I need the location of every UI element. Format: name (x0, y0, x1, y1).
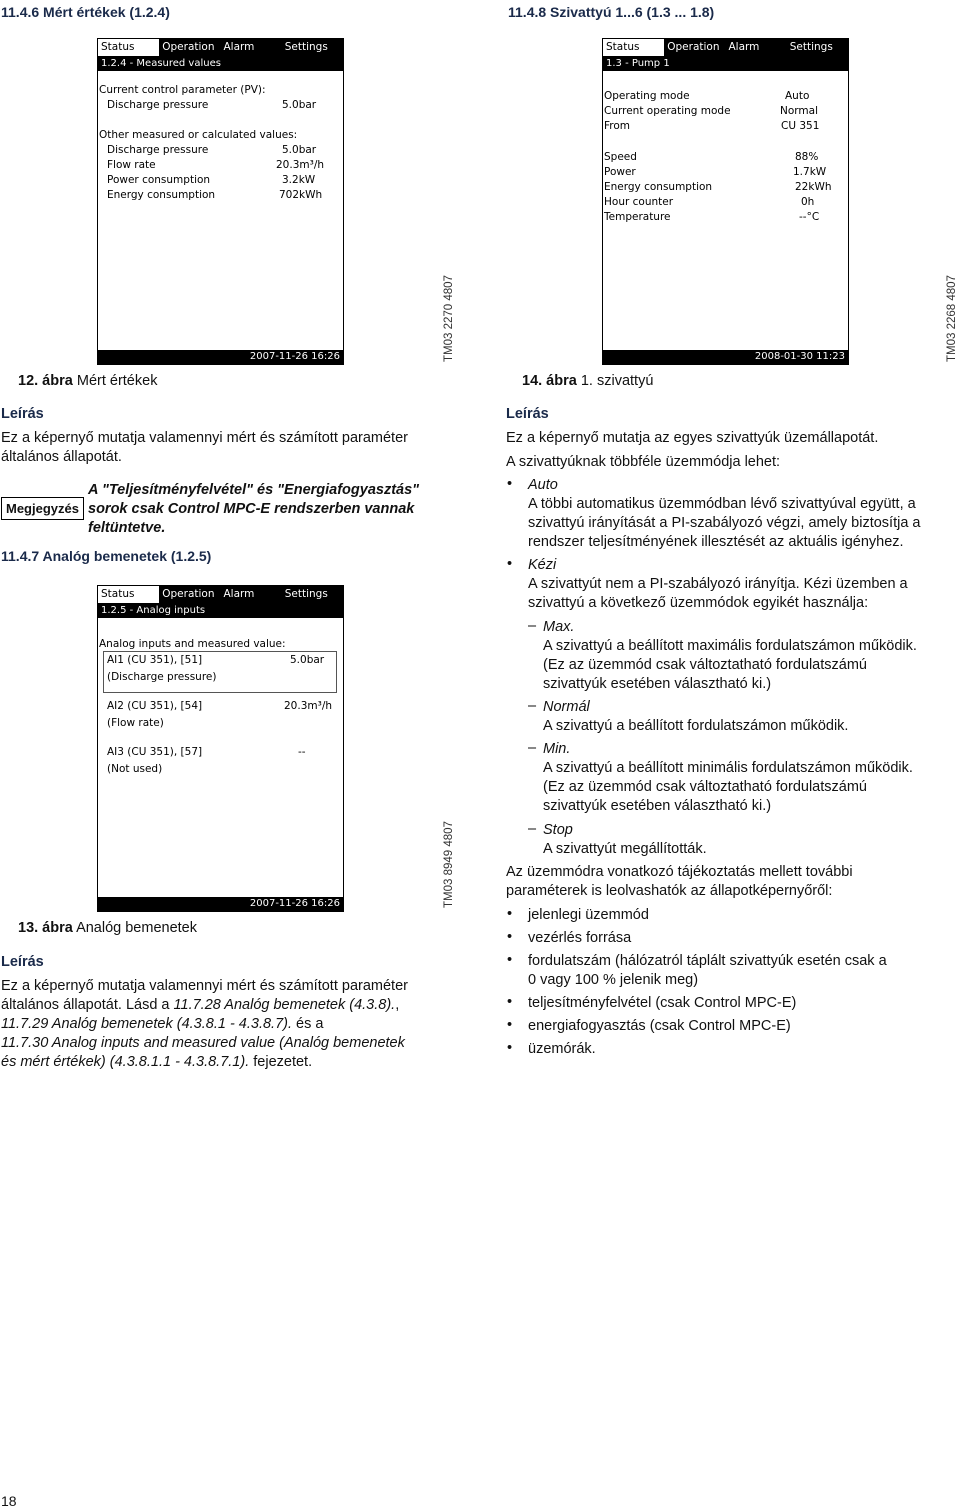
tab-operation[interactable]: Operation (162, 41, 215, 53)
row-value: 702kWh (279, 189, 323, 201)
note-label: Megjegyzés (1, 497, 84, 520)
row-label: Hour counter (604, 196, 674, 208)
bullet-icon: • (507, 906, 513, 922)
list-item: teljesítményfelvétel (csak Control MPC-E) (528, 995, 797, 1011)
list-item-continued: 0 vagy 100 % jelenik meg) (528, 972, 699, 988)
list-item: energiafogyasztás (csak Control MPC-E) (528, 1018, 791, 1034)
row-value: 1.7kW (793, 166, 827, 178)
screen-tabs (98, 586, 343, 604)
mode-text: (Ez az üzemmód csak változtatható fordulatszámú (543, 657, 867, 673)
mode-text: A szivattyút megállították. (543, 841, 707, 857)
section-heading-analog-inputs: 11.4.7 Analóg bemenetek (1.2.5) (1, 548, 212, 564)
screen-datetime: 2008-01-30 11:23 (603, 350, 848, 364)
text-part: és a (292, 1016, 324, 1032)
description-text: Ez a képernyő mutatja az egyes szivattyúk üzemállapotát. (506, 430, 879, 446)
mode-title-min: Min. (543, 741, 571, 757)
tab-status[interactable]: Status (98, 39, 159, 56)
mode-text: A szivattyút nem a PI-szabályozó irányítja. Kézi üzemben a (528, 576, 908, 592)
row-label: From (604, 120, 631, 132)
description-text: Az üzemmódra vonatkozó tájékoztatás mellett további (506, 864, 853, 880)
tab-status[interactable]: Status (603, 39, 664, 56)
note-text: sorok csak Control MPC-E rendszerben vannak (88, 501, 415, 517)
pv-label: Discharge pressure (107, 99, 209, 111)
row-value: 22kWh (795, 181, 832, 193)
bullet-icon: • (507, 952, 513, 968)
description-text (1, 1015, 323, 1035)
row-label: Operating mode (604, 90, 690, 102)
figure-title: Mért értékek (76, 373, 158, 389)
list-item: vezérlés forrása (528, 930, 632, 946)
tab-operation[interactable]: Operation (162, 588, 215, 600)
mode-text: A többi automatikus üzemmódban lévő szivattyúval együtt, a (528, 496, 916, 512)
figure-caption (522, 373, 653, 389)
mode-text: szivattyú a következő üzemmódok egyikét használja: (528, 595, 869, 611)
tab-settings[interactable]: Settings (284, 588, 328, 600)
analog-input-desc: (Flow rate) (107, 717, 164, 729)
mode-title-stop: Stop (543, 822, 573, 838)
text-part: , (395, 997, 400, 1013)
tab-status[interactable]: Status (98, 586, 159, 603)
screen-datetime: 2007-11-26 16:26 (98, 350, 343, 364)
screen-datetime: 2007-11-26 16:26 (98, 897, 343, 911)
description-text (1, 1053, 312, 1073)
bullet-icon: • (507, 556, 513, 572)
list-item: jelenlegi üzemmód (528, 907, 649, 923)
dash-icon: – (528, 740, 537, 756)
tab-alarm[interactable]: Alarm (728, 41, 760, 53)
description-text: Ez a képernyő mutatja valamennyi mért és számított paraméter (1, 430, 408, 446)
text-part: általános állapotát. Lásd a (1, 997, 174, 1013)
cross-reference-link[interactable]: 11.7.30 Analog inputs and measured value (Analóg bemenetek (1, 1035, 405, 1051)
list-item: fordulatszám (hálózatról táplált szivattyúk esetén csak a (528, 953, 887, 969)
row-label: Energy consumption (604, 181, 713, 193)
screen-analog-inputs (97, 585, 344, 912)
mode-text: (Ez az üzemmód csak változtatható fordulatszámú (543, 779, 867, 795)
description-label: Leírás (1, 406, 44, 422)
description-text: A szivattyúknak többféle üzemmódja lehet: (506, 454, 781, 470)
analog-input-value: -- (298, 746, 306, 758)
description-label: Leírás (1, 954, 44, 970)
row-label: Power consumption (107, 174, 211, 186)
figure-title: Analóg bemenetek (76, 920, 197, 936)
mode-title-normal: Normál (543, 699, 590, 715)
mode-text: A szivattyú a beállított maximális fordulatszámon működik. (543, 638, 917, 654)
row-label: Discharge pressure (107, 144, 209, 156)
row-value: Auto (785, 90, 810, 102)
analog-input-desc: (Not used) (107, 763, 163, 775)
row-value: 88% (795, 151, 819, 163)
description-label: Leírás (506, 406, 549, 422)
mode-text: rendszer teljesítményének illesztését az aktuális igényhez. (528, 534, 904, 550)
analog-input-name: AI1 (CU 351), [51] (107, 654, 203, 666)
row-label: Flow rate (107, 159, 156, 171)
section-heading-pumps: 11.4.8 Szivattyú 1...6 (1.3 ... 1.8) (508, 4, 715, 20)
pv-value: 5.0bar (282, 99, 317, 111)
description-text (1, 996, 399, 1016)
description-text: paraméterek is leolvashatók az állapotképernyőről: (506, 883, 833, 899)
screen-tabs (603, 39, 848, 57)
screen-pump-1 (602, 38, 849, 365)
screen-subtitle: 1.3 - Pump 1 (603, 57, 848, 71)
row-value: --°C (799, 211, 820, 223)
list-item: üzemórák. (528, 1041, 596, 1057)
tab-alarm[interactable]: Alarm (223, 41, 255, 53)
analog-input-value: 5.0bar (290, 654, 325, 666)
row-value: CU 351 (781, 120, 820, 132)
bullet-icon: • (507, 1040, 513, 1056)
analog-input-desc: (Discharge pressure) (107, 671, 217, 683)
row-label: Power (604, 166, 636, 178)
mode-text: szivattyúk esetében választható ki.) (543, 676, 772, 692)
row-value: 3.2kW (282, 174, 316, 186)
mode-title-max: Max. (543, 619, 575, 635)
row-label: Speed (604, 151, 637, 163)
row-value: 5.0bar (282, 144, 317, 156)
row-label: Current operating mode (604, 105, 731, 117)
figure-number: 13. ábra (18, 920, 73, 936)
mode-title-manual: Kézi (528, 557, 557, 573)
section-label: Current control parameter (PV): (99, 84, 266, 96)
description-text: általános állapotát. (1, 449, 122, 465)
figure-title: 1. szivattyú (580, 373, 654, 389)
mode-title-auto: Auto (528, 477, 558, 493)
text-part: fejezetet. (249, 1054, 313, 1070)
mode-text: szivattyúk esetében választható ki.) (543, 798, 772, 814)
cross-reference-link[interactable]: 11.7.28 Analóg bemenetek (4.3.8). (173, 997, 396, 1013)
analog-input-value: 20.3m³/h (284, 700, 333, 712)
tab-operation[interactable]: Operation (667, 41, 720, 53)
cross-reference-link[interactable]: 11.7.29 Analóg bemenetek (4.3.8.1 - 4.3.8.7). (1, 1016, 292, 1032)
row-value: 20.3m³/h (276, 159, 325, 171)
row-label: Temperature (604, 211, 671, 223)
dash-icon: – (528, 821, 537, 837)
dash-icon: – (528, 618, 537, 634)
dash-icon: – (528, 698, 537, 714)
mode-text: A szivattyú a beállított minimális fordulatszámon működik. (543, 760, 913, 776)
description-text: Ez a képernyő mutatja valamennyi mért és számított paraméter (1, 978, 408, 994)
section-label: Analog inputs and measured value: (99, 638, 286, 650)
analog-input-name: AI3 (CU 351), [57] (107, 746, 203, 758)
figure-code: TM03 8949 4807 (443, 821, 455, 908)
screen-measured-values (97, 38, 344, 365)
figure-caption (18, 373, 157, 389)
bullet-icon: • (507, 994, 513, 1010)
figure-number: 14. ábra (522, 373, 577, 389)
tab-settings[interactable]: Settings (284, 41, 328, 53)
screen-tabs (98, 39, 343, 57)
tab-alarm[interactable]: Alarm (223, 588, 255, 600)
bullet-icon: • (507, 476, 513, 492)
figure-caption (18, 920, 197, 936)
analog-input-name: AI2 (CU 351), [54] (107, 700, 203, 712)
note-text: A "Teljesítményfelvétel" és "Energiafogyasztás" (88, 482, 420, 498)
cross-reference-link[interactable]: és mért értékek) (4.3.8.1.1 - 4.3.8.7.1). (1, 1054, 250, 1070)
section-label: Other measured or calculated values: (99, 129, 298, 141)
mode-text: szivattyú irányítását a PI-szabályozó végzi, amely biztosítja a (528, 515, 921, 531)
page-number: 18 (1, 1493, 17, 1509)
figure-code: TM03 2268 4807 (946, 275, 958, 362)
screen-subtitle: 1.2.4 - Measured values (98, 57, 343, 71)
row-label: Energy consumption (107, 189, 216, 201)
tab-settings[interactable]: Settings (789, 41, 833, 53)
bullet-icon: • (507, 1017, 513, 1033)
row-value: Normal (780, 105, 818, 117)
bullet-icon: • (507, 929, 513, 945)
figure-number: 12. ábra (18, 373, 73, 389)
section-heading-measured-values: 11.4.6 Mért értékek (1.2.4) (1, 4, 170, 20)
screen-subtitle: 1.2.5 - Analog inputs (98, 604, 343, 618)
mode-text: A szivattyú a beállított fordulatszámon működik. (543, 718, 849, 734)
row-value: 0h (801, 196, 815, 208)
note-text: feltüntetve. (88, 520, 166, 536)
figure-code: TM03 2270 4807 (443, 275, 455, 362)
